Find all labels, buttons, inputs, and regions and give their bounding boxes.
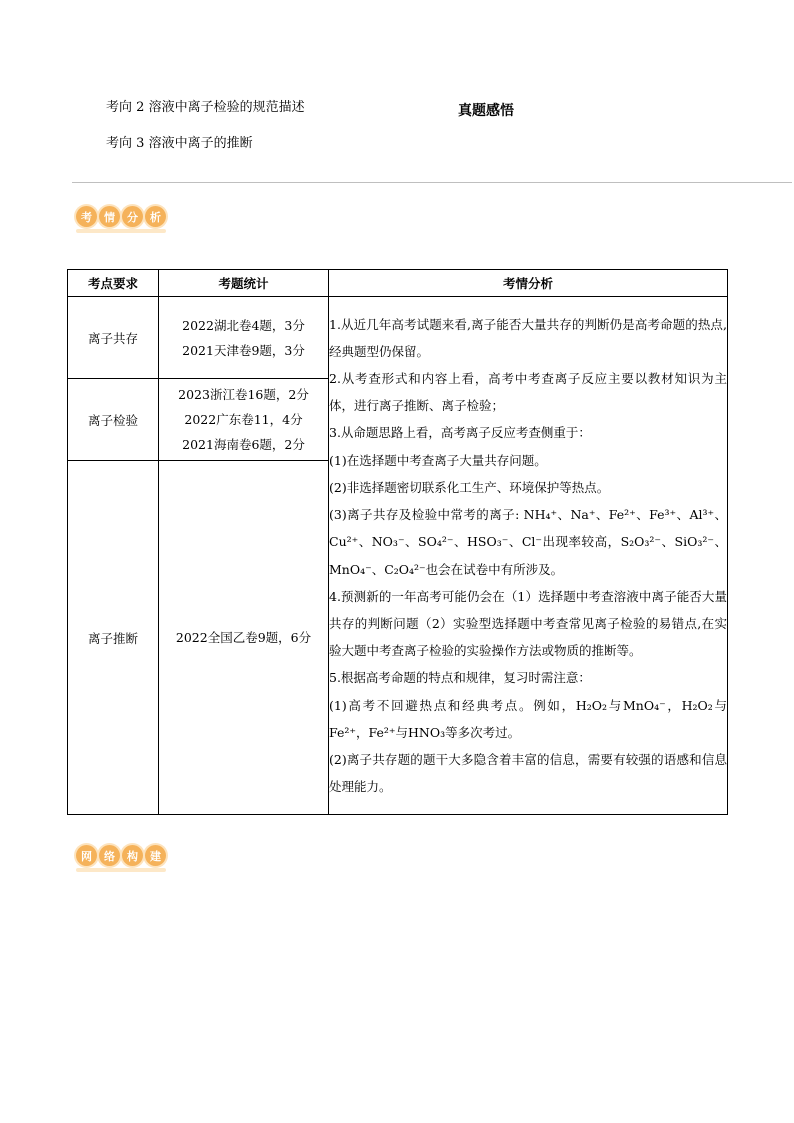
stat-line: 2022广东卷11，4分: [184, 412, 303, 427]
badge-underline: [76, 229, 166, 233]
analysis-paragraph: 4.预测新的一年高考可能仍会在（1）选择题中考查溶液中离子能否大量共存的判断问题（2）实验型选择题中考查常见离子检验的易错点,在实验大题中考查离子检验的实验操作方法或物质的推断等。: [329, 588, 727, 659]
analysis-paragraph: 3.从命题思路上看，高考离子反应考查侧重于：: [329, 425, 591, 441]
stat-line: 2021海南卷6题，2分: [182, 437, 305, 452]
analysis-paragraph: (2)非选择题密切联系化工生产、环境保护等热点。: [329, 479, 610, 495]
analysis-paragraph: (1)高考不回避热点和经典考点。例如，H₂O₂与MnO₄⁻，H₂O₂与Fe²⁺，Fe²⁺与HNO₃等多次考过。: [329, 697, 727, 740]
toc-prefix: 考向: [106, 100, 133, 115]
analysis-cell: [329, 297, 728, 815]
badge-knowledge-network: [76, 845, 166, 866]
table-header-row: [68, 270, 728, 297]
analysis-paragraph: 1.从近几年高考试题来看,离子能否大量共存的判断仍是高考命题的热点,经典题型仍保留。: [329, 316, 727, 359]
analysis-paragraph: (1)在选择题中考查离子大量共存问题。: [329, 452, 547, 468]
stat-line: 2023浙江卷16题，2分: [178, 387, 309, 402]
stats-cell: [159, 379, 329, 461]
topic-cell: 离子共存: [68, 297, 159, 379]
stats-cell: [159, 461, 329, 815]
badge-exam-analysis: [76, 206, 166, 227]
toc-number: 2: [136, 100, 145, 115]
stat-line: 2022湖北卷4题，3分: [182, 317, 305, 333]
table-row: [68, 297, 728, 379]
header-stats: 考题统计: [159, 270, 329, 297]
section-divider: [72, 182, 792, 183]
toc-prefix: 考向: [106, 136, 133, 151]
analysis-paragraph: (2)离子共存题的题干大多隐含着丰富的信息，需要有较强的语感和信息处理能力。: [329, 751, 727, 795]
badge-char: 分: [122, 206, 143, 227]
badge-char: 情: [99, 206, 120, 227]
stat-line: 2022全国乙卷9题，6分: [175, 630, 312, 645]
toc-item-3: [106, 136, 253, 152]
badge-char: 络: [99, 845, 120, 866]
badge-underline: [76, 868, 166, 872]
topic-cell: 离子推断: [68, 461, 159, 815]
header-analysis: 考情分析: [329, 270, 728, 297]
analysis-paragraph: 2.从考查形式和内容上看，高考中考查离子反应主要以教材知识为主体，进行离子推断、离子检验；: [329, 371, 727, 414]
badge-char: 建: [145, 845, 166, 866]
topic-cell: 离子检验: [68, 379, 159, 461]
stats-cell: [159, 297, 329, 379]
analysis-paragraph: (3)离子共存及检验中常考的离子: NH₄⁺、Na⁺、Fe²⁺、Fe³⁺、Al³⁺、Cu²⁺、NO₃⁻、SO₄²⁻、HSO₃⁻、Cl⁻出现率较高，S₂O₃²⁻、SiO₃²⁻、MnO₄⁻、C₂O₄²⁻也会在试卷中有所涉及。: [329, 507, 727, 577]
badge-char: 析: [145, 206, 166, 227]
toc-item-2: [106, 100, 305, 116]
badge-char: 考: [76, 206, 97, 227]
badge-char: 构: [122, 845, 143, 866]
exam-analysis-table: [67, 269, 728, 815]
toc-text: 溶液中离子的推断: [148, 136, 253, 151]
analysis-paragraph: 5.根据高考命题的特点和规律，复习时需注意：: [329, 670, 591, 686]
section-title-real-exam: 真题感悟: [458, 103, 514, 119]
header-topic: 考点要求: [68, 270, 159, 297]
toc-number: 3: [136, 136, 145, 151]
badge-char: 网: [76, 845, 97, 866]
stat-line: 2021天津卷9题，3分: [182, 342, 305, 358]
toc-text: 溶液中离子检验的规范描述: [148, 100, 305, 115]
